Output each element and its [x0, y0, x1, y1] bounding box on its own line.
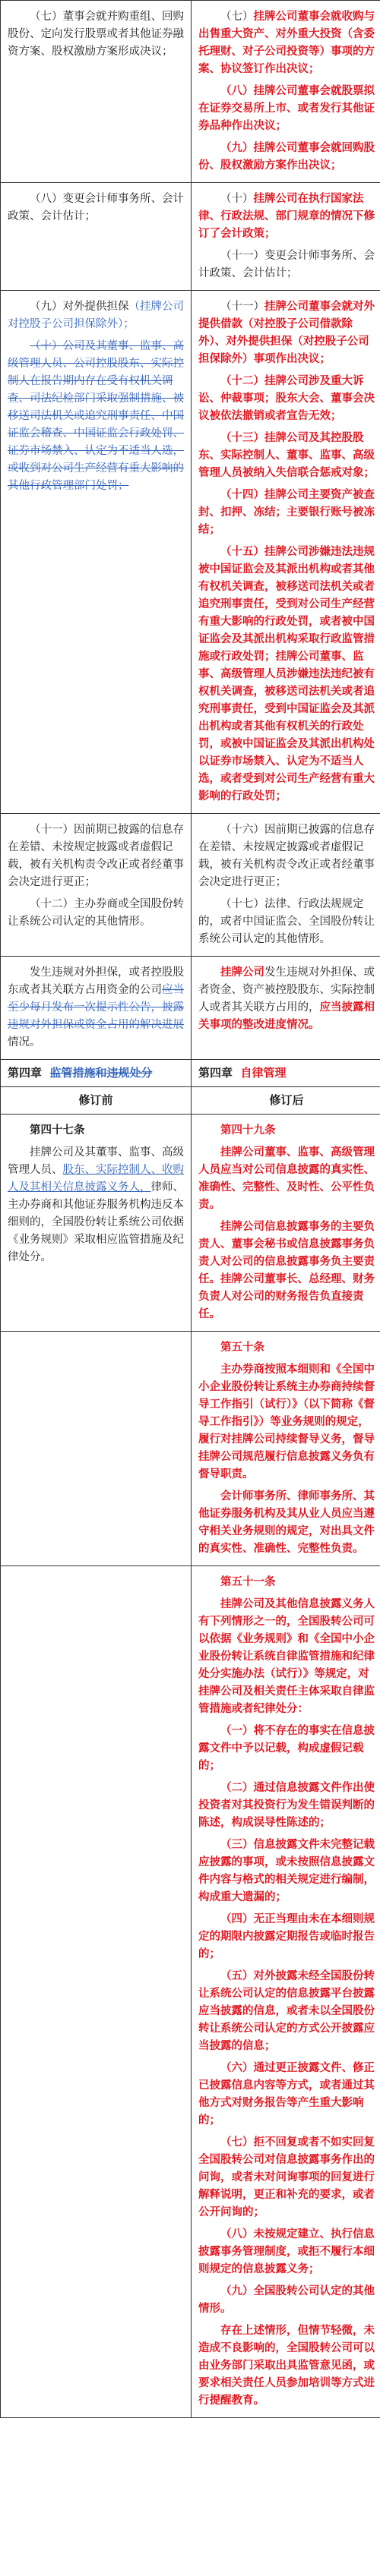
before-text: 挂牌公司及其董事、监事、高级管理人员、股东、实际控制人、收购人及其相关信息披露义务人，律师、主办券商和其他证券服务机构违反本细则的，全国股份转让系统公司依据《业务规则》采取相应监管措施及纪律处分。: [8, 1146, 184, 1263]
before-chapter: 第四章 监管措施和违规处分: [1, 1060, 192, 1087]
after-cell: [192, 1566, 380, 2418]
after-text: 挂牌公司董事、监事、高级管理人员应当对公司信息披露的真实性、准确性、完整性、及时性、公平性负责。: [198, 1146, 375, 1211]
table-row: [1, 1566, 380, 2418]
after-text: （十三）挂牌公司及其控股股东、实际控制人、董事、监事、高级管理人员被纳入失信联合惩戒对象；: [198, 432, 375, 479]
list-item: （六）通过更正披露文件、修正已披露信息内容等方式，或者通过其他方式对财务报告等产生重大影响的；: [198, 2062, 375, 2127]
before-text: 发生违规对外担保，或者控股股东或者其关联方占用资金的公司应当至少每月发布一次提示性公告，披露违规对外担保或资金占用的解决进展情况。: [8, 966, 184, 1048]
before-cell: [1, 291, 192, 814]
after-text: （十四）挂牌公司主要资产被查封、扣押、冻结；主要银行账号被冻结；: [198, 489, 375, 536]
before-text: （八）变更会计师事务所、会计政策、会计估计；: [8, 193, 184, 222]
before-cell: [1, 814, 192, 957]
after-text: （七）挂牌公司董事会就收购与出售重大资产、对外重大投资（含委托理财、对子公司投资等）事项的方案、协议签订作出决议；: [198, 11, 375, 75]
after-text: （十六）因前期已披露的信息存在差错、未按规定披露或者虚假记载，被有关机构责令改正或者经董事会决定进行更正；: [198, 824, 375, 888]
after-text: （十五）挂牌公司涉嫌违法违规被中国证监会及其派出机构或者其他有权机关调查，被移送司法机关或者追究刑事责任，受到对公司生产经营有重大影响的行政处罚，或者被中国证监会及其派出机构采取行政监管措施或行政处罚；挂牌公司董事、监事、高级管理人员涉嫌违法违纪被有权机关调查，被移送司法机关或者追究刑事责任，受到中国证监会及其派出机构或者其他有权机关的行政处罚，或被中国证监会及其派出机构处以证券市场禁入、认定为不适当人选，或者受到对公司生产经营有重大影响的行政处罚；: [198, 546, 375, 802]
table-row: [1, 957, 380, 1060]
after-cell: [192, 1332, 380, 1566]
after-text: 主办券商按照本细则和《全国中小企业股份转让系统主办券商持续督导工作指引（试行）》（以下简称《督导工作指引》）等业务规则的规定，履行对挂牌公司持续督导义务，督导挂牌公司规范履行信息披露义务负有督导职责。: [198, 1364, 375, 1480]
deleted-text: （十）公司及其董事、监事、高级管理人员、公司控股股东、实际控制人在报告期内存在受有权机关调查、司法纪检部门采取强制措施、被移送司法机关或追究刑事责任、中国证监会稽查、中国证监会行政处罚、证券市场禁入、认定为不适当人选，或收到对公司生产经营有重大影响的其他行政管理部门处罚；: [8, 340, 184, 492]
before-text: （七）董事会就并购重组、回购股份、定向发行股票或者其他证券融资方案、股权激励方案形成决议；: [8, 11, 184, 58]
list-item: （七）拒不回复或者不如实回复全国股转公司对信息披露事务作出的问询，或者未对问询事项的回复进行解释说明，更正和补充的要求，或者公开问询的；: [198, 2136, 375, 2218]
list-item: （五）对外披露未经全国股份转让系统公司认定的信息披露平台披露应当披露的信息，或者未以全国股份转让系统公司认定的方式公开披露应当披露的信息；: [198, 1970, 375, 2052]
before-text: （十二）主办券商或全国股份转让系统公司认定的其他情形。: [8, 898, 184, 928]
table-row: [1, 1332, 380, 1566]
chapter-row: [1, 1060, 380, 1087]
after-text: （十一）变更会计师事务所、会计政策、会计估计；: [198, 250, 375, 279]
after-chapter: 第四章 自律管理: [192, 1060, 380, 1087]
after-cell: [192, 291, 380, 814]
after-text: （十）挂牌公司在执行国家法律、行政法规、部门规章的情况下修订了会计政策；: [198, 193, 375, 240]
after-text: （十一）挂牌公司董事会就对外提供借款（对控股子公司借款除外）、对外提供担保（对控股子公司担保除外）事项作出决议；: [198, 301, 375, 365]
after-text: （九）挂牌公司董事会就回购股份、股权激励方案作出决议；: [198, 142, 375, 172]
table-row: [1, 1115, 380, 1332]
table-row: [1, 183, 380, 291]
after-cell: [192, 814, 380, 957]
after-text: （十二）挂牌公司涉及重大诉讼、仲裁事项；股东大会、董事会决议被依法撤销或者宣告无效；: [198, 375, 375, 422]
list-item: （四）无正当理由未在本细则规定的期限内披露定期报告或临时报告的；: [198, 1913, 375, 1960]
list-item: （九）全国股转公司认定的其他情形。: [198, 2285, 375, 2315]
after-cell: [192, 1115, 380, 1332]
after-text: 挂牌公司信息披露事务的主要负责人、董事会秘书或信息披露事务负责人对公司的信息披露事务负主要责任。挂牌公司董事长、总经理、财务负责人对公司的财务报告负直接责任。: [198, 1221, 375, 1320]
after-cell: [192, 1, 380, 183]
after-text: 会计师事务所、律师事务所、其他证券服务机构及其从业人员应当遵守相关业务规则的规定，对出具文件的真实性、准确性、完整性负责。: [198, 1490, 375, 1555]
after-text: （八）挂牌公司董事会就股票拟在证券交易所上市、或者发行其他证券品种作出决议；: [198, 85, 375, 132]
before-cell: [1, 957, 192, 1060]
before-cell: [1, 1566, 192, 2418]
after-text: 挂牌公司及其他信息披露义务人有下列情形之一的，全国股转公司可以依据《业务规则》和《全国中小企业股份转让系统自律监管措施和纪律处分实施办法（试行）》等规定，对挂牌公司及相关责任主体采取自律监管措施或者纪律处分：: [198, 1598, 375, 1715]
list-item: （八）未按规定建立、执行信息披露事务管理制度，或拒不履行本细则规定的信息披露义务；: [198, 2228, 375, 2275]
after-text: （十七）法律、行政法规规定的，或者中国证监会、全国股份转让系统公司认定的其他情形。: [198, 898, 375, 945]
article-title: 第四十九条: [220, 1124, 276, 1137]
after-text: 挂牌公司发生违规对外担保、或者资金、资产被控股股东、实际控制人或者其关联方占用的，应当披露相关事项的整改进度情况。: [198, 966, 375, 1031]
list-item: （二）通过信息披露文件作出使投资者对其投资行为发生错误判断的陈述，构成误导性陈述的；: [198, 1782, 375, 1829]
before-text: （十一）因前期已披露的信息存在差错、未按规定披露或者虚假记载，被有关机构责令改正或者经董事会决定进行更正；: [8, 824, 184, 888]
table-row: [1, 1, 380, 183]
header-row: [1, 1087, 380, 1115]
before-cell: [1, 183, 192, 291]
table-row: [1, 291, 380, 814]
header-after: 修订后: [192, 1087, 380, 1115]
header-before: 修订前: [1, 1087, 192, 1115]
after-cell: [192, 957, 380, 1060]
list-item: （一）将不存在的事实在信息披露文件中予以记载，构成虚假记载的；: [198, 1725, 375, 1772]
article-title: 第四十七条: [30, 1124, 85, 1137]
list-item: 存在上述情形，但情节轻微，未造成不良影响的，全国股转公司可以由业务部门采取出具监管意见函，或要求相关责任人员参加培训等方式进行提醒教育。: [198, 2325, 375, 2407]
before-cell: [1, 1, 192, 183]
article-title: 第五十条: [220, 1342, 264, 1354]
before-cell: [1, 1115, 192, 1332]
list-item: （三）信息披露文件未完整记载应披露的事项，或未按照信息披露文件内容与格式的相关规定进行编制，构成重大遗漏的；: [198, 1839, 375, 1903]
article-title: 第五十一条: [220, 1576, 276, 1588]
before-cell: [1, 1332, 192, 1566]
before-text: （九）对外提供担保（挂牌公司对控股子公司担保除外）；: [8, 301, 184, 330]
after-cell: [192, 183, 380, 291]
table-row: [1, 814, 380, 957]
